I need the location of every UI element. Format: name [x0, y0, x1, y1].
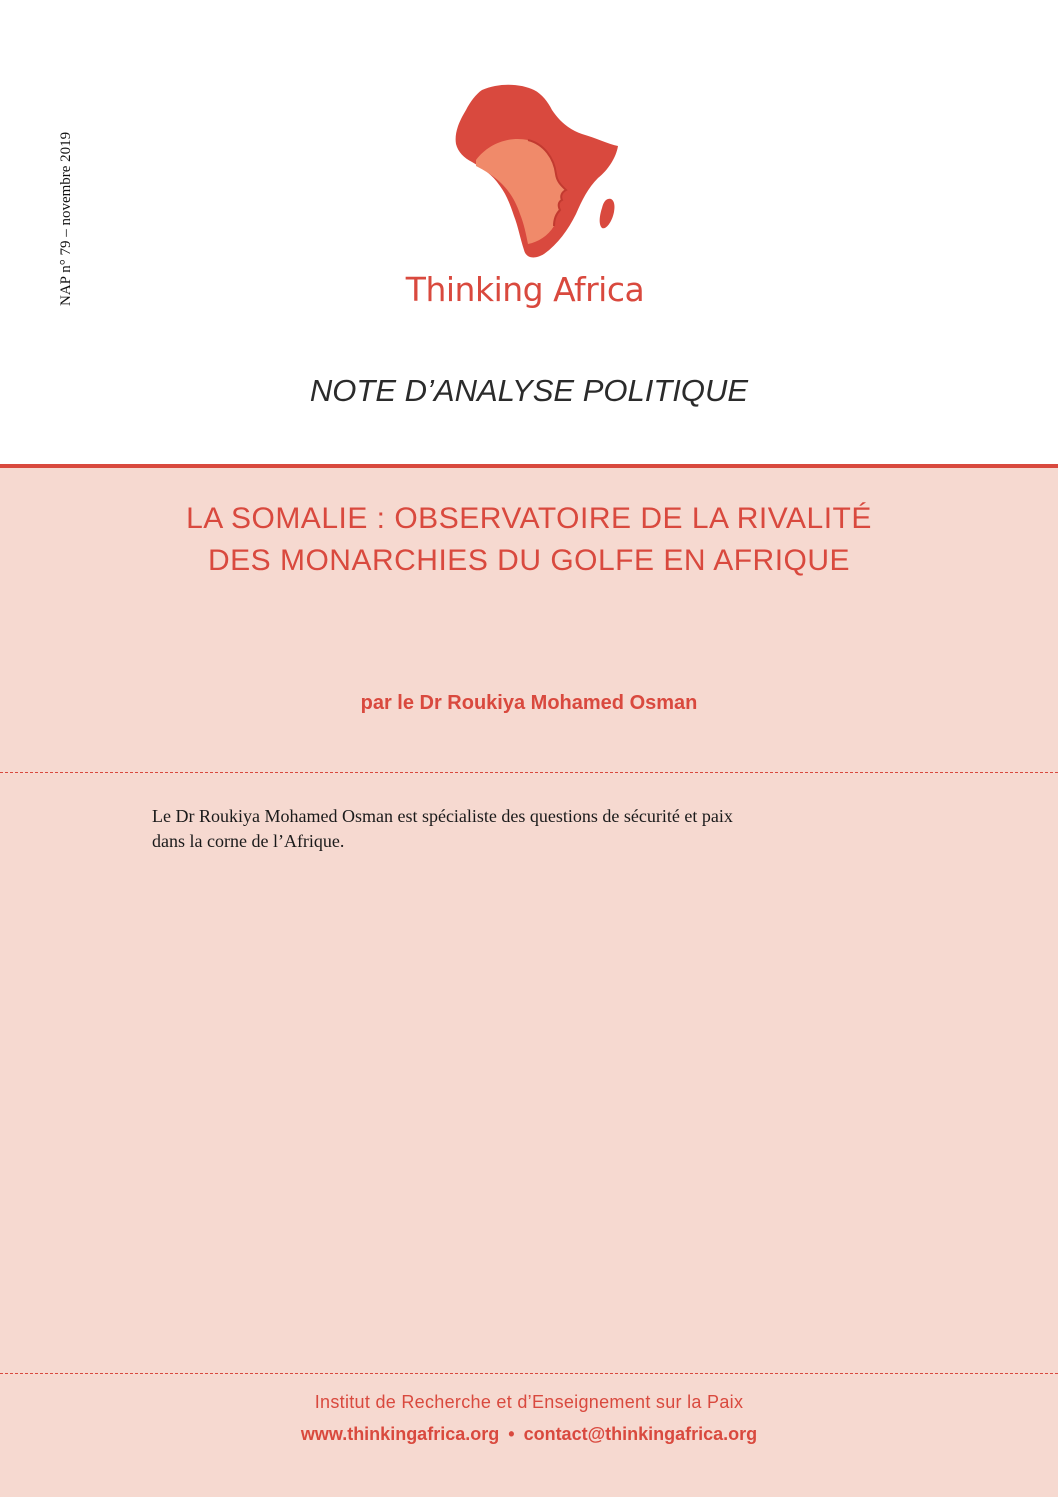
document-title [0, 498, 1058, 582]
footer-contact [0, 1424, 1058, 1445]
dashed-divider-top [0, 772, 1058, 773]
content-panel [0, 468, 1058, 1497]
dashed-divider-bottom [0, 1373, 1058, 1374]
bio-line-1: Le Dr Roukiya Mohamed Osman est spécialiste des questions de sécurité et paix [152, 806, 733, 826]
logo [395, 78, 655, 318]
title-line-2: DES MONARCHIES DU GOLFE EN AFRIQUE [207, 544, 851, 577]
author-bio [152, 804, 852, 854]
document-type: NOTE D’ANALYSE POLITIQUE [309, 373, 749, 408]
website-link[interactable]: www.thinkingafrica.org [300, 1424, 500, 1444]
institute-name: Institut de Recherche et d’Enseignement sur la Paix [314, 1392, 744, 1412]
email-link[interactable]: contact@thinkingafrica.org [523, 1424, 758, 1444]
title-line-1: LA SOMALIE : OBSERVATOIRE DE LA RIVALITÉ [186, 502, 872, 535]
issue-label: NAP n° 79 – novembre 2019 [58, 131, 74, 306]
bio-line-2: dans la corne de l’Afrique. [152, 831, 345, 851]
logo-text: Thinking Africa [405, 270, 645, 309]
africa-map-face-icon [430, 78, 630, 268]
author-byline: par le Dr Roukiya Mohamed Osman [360, 692, 698, 714]
footer-separator: • [508, 1424, 515, 1444]
